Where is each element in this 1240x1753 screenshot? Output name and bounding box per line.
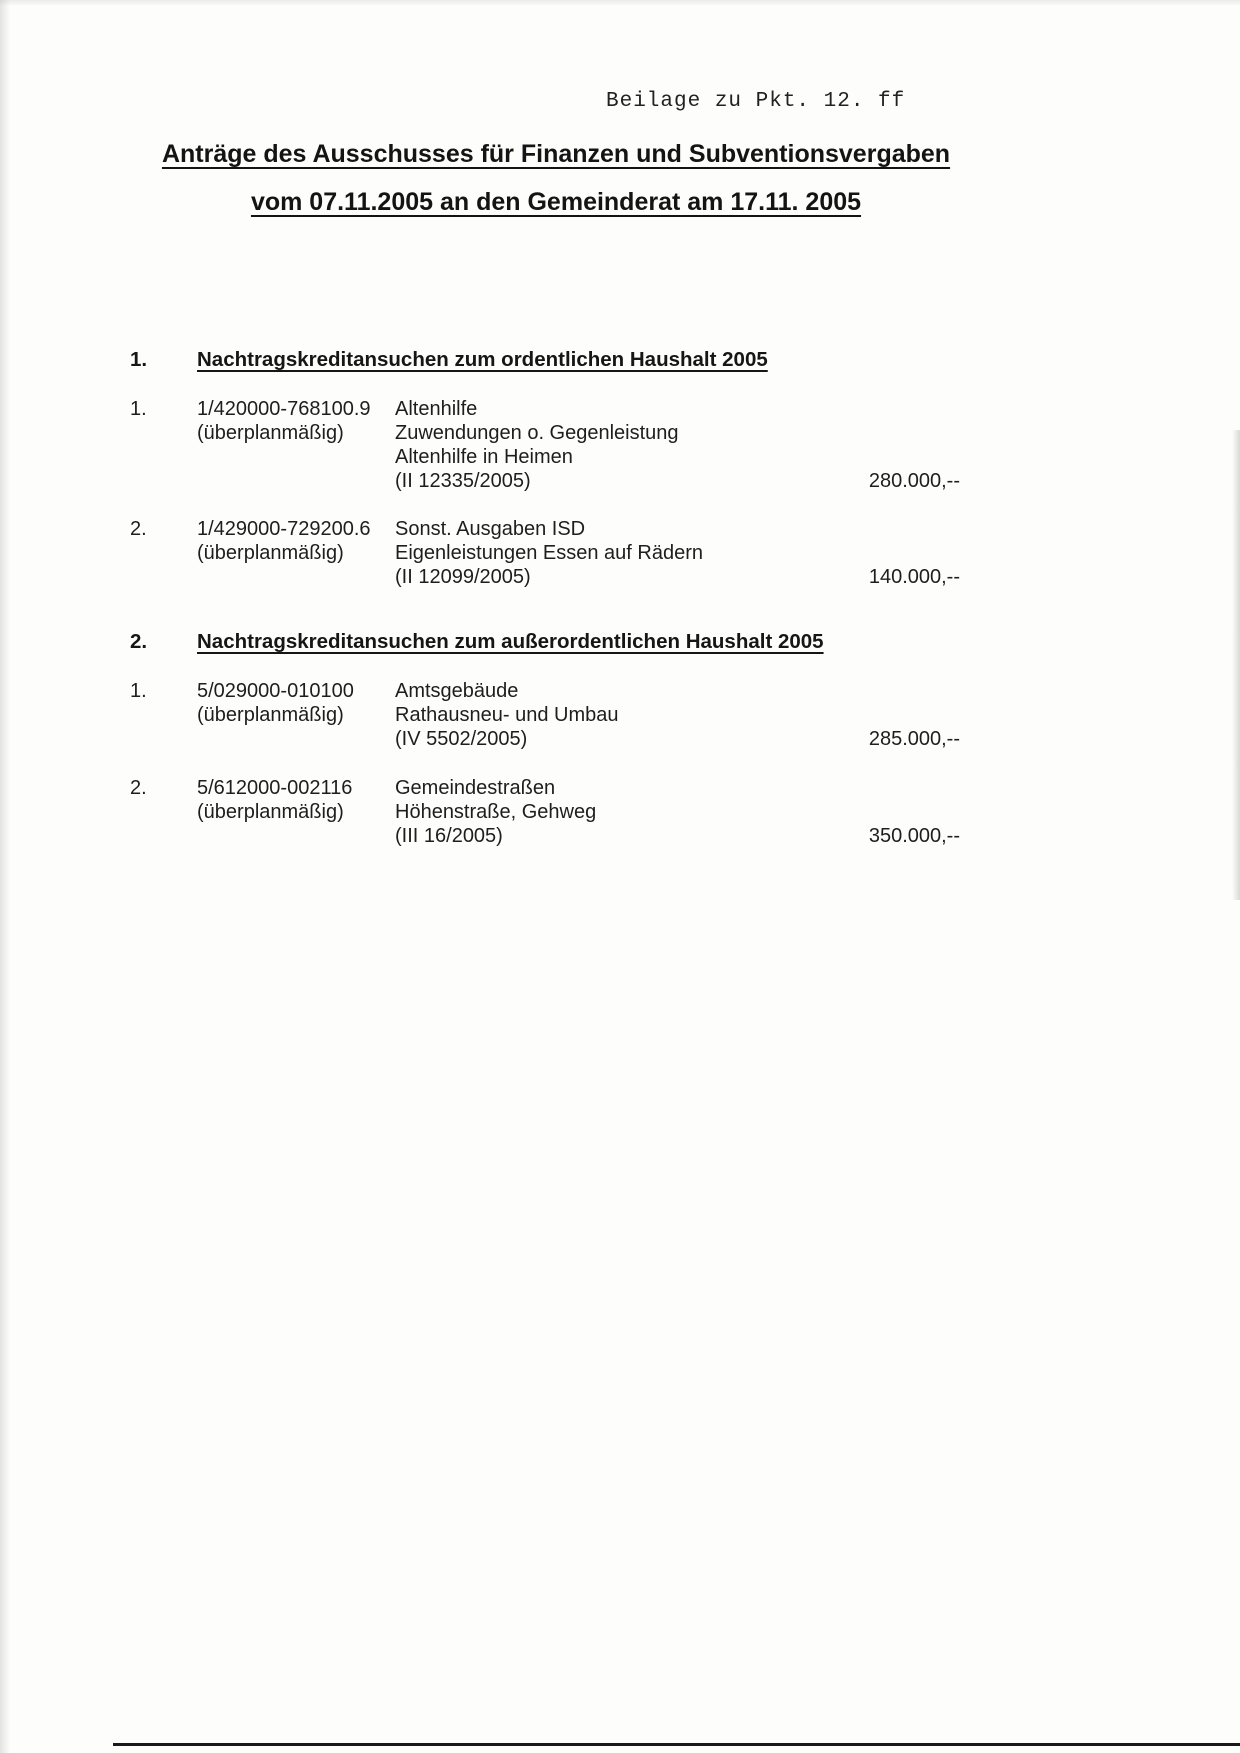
scan-artifact-top: [0, 0, 1240, 6]
scan-artifact-bottom-line: [113, 1743, 1240, 1746]
description-line: Altenhilfe in Heimen: [395, 446, 573, 468]
section-title: Nachtragskreditansuchen zum ordentlichen Haushalt 2005: [197, 348, 768, 371]
item-description: [395, 679, 869, 751]
item-amount: 350.000,--: [868, 825, 960, 847]
section-number: 1.: [130, 348, 148, 371]
account-code: 5/029000-010100: [197, 680, 354, 702]
item-number: 2.: [130, 518, 147, 540]
section-title: Nachtragskreditansuchen zum außerordentlichen Haushalt 2005: [197, 630, 824, 653]
budget-item: [130, 679, 960, 751]
item-account: [197, 776, 395, 848]
description-line: Sonst. Ausgaben ISD: [395, 518, 586, 540]
item-account: [197, 679, 395, 751]
item-account: [197, 517, 395, 589]
account-note: (überplanmäßig): [197, 422, 344, 444]
description-line: Rathausneu- und Umbau: [395, 704, 619, 726]
item-description: [395, 397, 869, 493]
item-amount: 140.000,--: [868, 566, 960, 588]
description-line: Höhenstraße, Gehweg: [395, 801, 597, 823]
account-note: (überplanmäßig): [197, 542, 344, 564]
description-line: Altenhilfe: [395, 398, 478, 420]
scan-artifact-right: [1232, 430, 1240, 900]
item-amount: 280.000,--: [868, 470, 960, 492]
description-line: (IV 5502/2005): [395, 728, 528, 750]
item-number: 2.: [130, 777, 147, 799]
item-amount: 285.000,--: [868, 728, 960, 750]
document-title-line1: Anträge des Ausschusses für Finanzen und Subventionsvergaben: [161, 140, 951, 168]
item-description: [395, 517, 869, 589]
account-code: 1/420000-768100.9: [197, 398, 371, 420]
description-line: Gemeindestraßen: [395, 777, 556, 799]
description-line: Eigenleistungen Essen auf Rädern: [395, 542, 703, 564]
document-title: [0, 130, 1112, 226]
document-title-line2: vom 07.11.2005 an den Gemeinderat am 17.11. 2005: [250, 188, 862, 216]
item-account: [197, 397, 395, 493]
description-line: (II 12099/2005): [395, 566, 531, 588]
item-number: 1.: [130, 398, 147, 420]
item-number: 1.: [130, 680, 147, 702]
budget-item: [130, 397, 960, 493]
description-line: Amtsgebäude: [395, 680, 519, 702]
item-description: [395, 776, 869, 848]
account-code: 1/429000-729200.6: [197, 518, 371, 540]
budget-item: [130, 776, 960, 848]
account-code: 5/612000-002116: [197, 777, 353, 799]
attachment-annotation: Beilage zu Pkt. 12. ff: [606, 90, 906, 113]
account-note: (überplanmäßig): [197, 704, 344, 726]
description-line: (III 16/2005): [395, 825, 503, 847]
budget-item: [130, 517, 960, 589]
description-line: (II 12335/2005): [395, 470, 531, 492]
account-note: (überplanmäßig): [197, 801, 344, 823]
description-line: Zuwendungen o. Gegenleistung: [395, 422, 679, 444]
scan-artifact-left: [0, 0, 10, 1753]
section-number: 2.: [130, 630, 148, 653]
